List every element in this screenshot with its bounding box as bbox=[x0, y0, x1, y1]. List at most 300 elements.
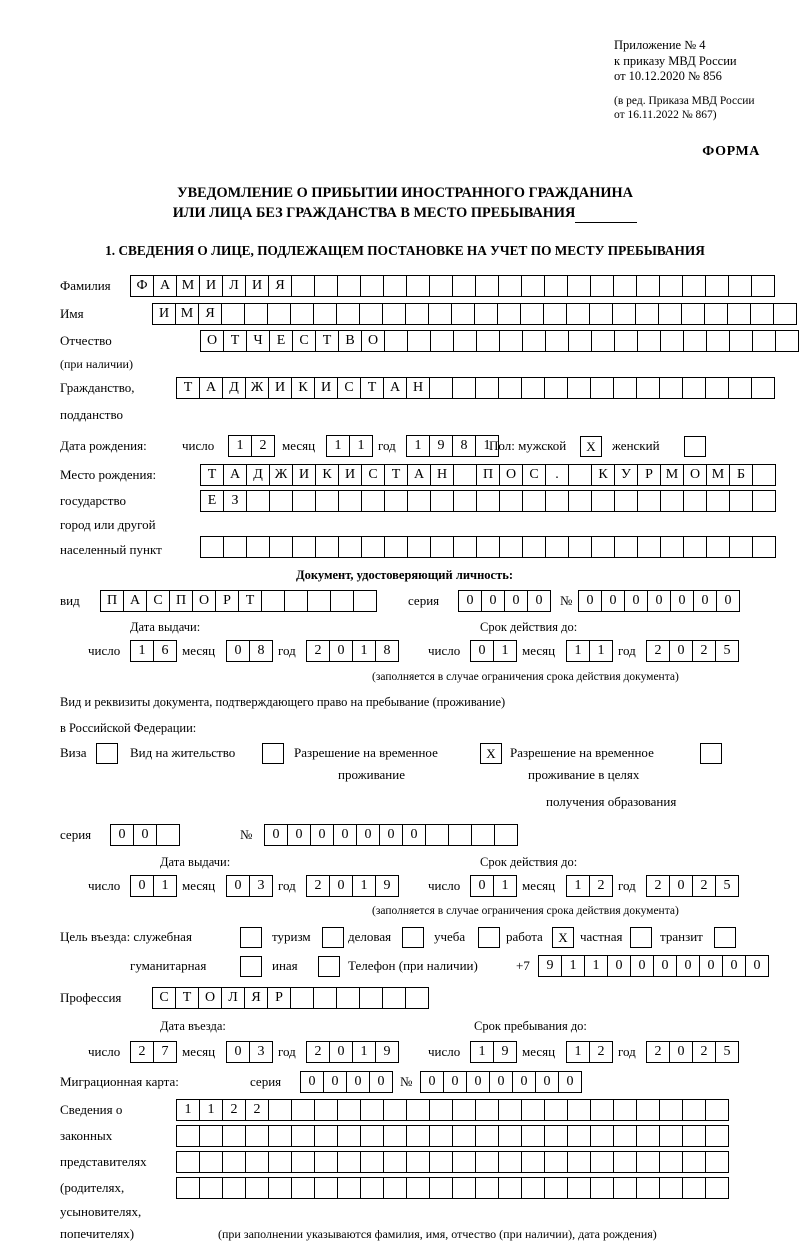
permit-number-cells[interactable] bbox=[264, 824, 517, 846]
char-cell[interactable] bbox=[543, 303, 567, 325]
char-cell[interactable]: 0 bbox=[226, 1041, 250, 1063]
char-cell[interactable] bbox=[222, 1125, 246, 1147]
name-cells[interactable] bbox=[152, 303, 796, 325]
char-cell[interactable]: Т bbox=[223, 330, 247, 352]
char-cell[interactable]: 0 bbox=[300, 1071, 324, 1093]
char-cell[interactable] bbox=[590, 275, 614, 297]
char-cell[interactable] bbox=[290, 987, 314, 1009]
checkbox-sex-male[interactable]: X bbox=[580, 436, 602, 457]
char-cell[interactable] bbox=[452, 1177, 476, 1199]
char-cell[interactable]: 0 bbox=[669, 875, 693, 897]
char-cell[interactable] bbox=[475, 1125, 499, 1147]
char-cell[interactable] bbox=[430, 536, 454, 558]
issue-day-cells[interactable] bbox=[130, 640, 176, 662]
char-cell[interactable]: 2 bbox=[589, 1041, 613, 1063]
char-cell[interactable] bbox=[337, 275, 361, 297]
char-cell[interactable]: Р bbox=[215, 590, 239, 612]
char-cell[interactable]: Я bbox=[244, 987, 268, 1009]
char-cell[interactable] bbox=[590, 1151, 614, 1173]
char-cell[interactable] bbox=[353, 590, 377, 612]
char-cell[interactable]: 1 bbox=[589, 640, 613, 662]
char-cell[interactable] bbox=[567, 1125, 591, 1147]
char-cell[interactable] bbox=[683, 490, 707, 512]
char-cell[interactable]: 0 bbox=[402, 824, 426, 846]
char-cell[interactable] bbox=[476, 536, 500, 558]
char-cell[interactable] bbox=[313, 987, 337, 1009]
char-cell[interactable]: 5 bbox=[715, 875, 739, 897]
char-cell[interactable] bbox=[522, 330, 546, 352]
permit-issue-year-cells[interactable] bbox=[306, 875, 398, 897]
char-cell[interactable]: С bbox=[146, 590, 170, 612]
char-cell[interactable]: 1 bbox=[352, 875, 376, 897]
char-cell[interactable]: 1 bbox=[352, 1041, 376, 1063]
char-cell[interactable] bbox=[407, 490, 431, 512]
entry-month-cells[interactable] bbox=[226, 1041, 272, 1063]
char-cell[interactable] bbox=[729, 490, 753, 512]
char-cell[interactable]: 2 bbox=[306, 640, 330, 662]
char-cell[interactable] bbox=[682, 377, 706, 399]
char-cell[interactable]: 0 bbox=[329, 1041, 353, 1063]
char-cell[interactable]: Т bbox=[360, 377, 384, 399]
char-cell[interactable] bbox=[337, 1151, 361, 1173]
char-cell[interactable] bbox=[361, 490, 385, 512]
char-cell[interactable]: М bbox=[176, 275, 200, 297]
char-cell[interactable]: 0 bbox=[676, 955, 700, 977]
char-cell[interactable]: 2 bbox=[646, 875, 670, 897]
char-cell[interactable] bbox=[268, 1125, 292, 1147]
char-cell[interactable] bbox=[176, 1125, 200, 1147]
char-cell[interactable]: Ж bbox=[245, 377, 269, 399]
char-cell[interactable]: 0 bbox=[481, 590, 505, 612]
char-cell[interactable] bbox=[612, 303, 636, 325]
char-cell[interactable] bbox=[590, 1177, 614, 1199]
char-cell[interactable]: 9 bbox=[493, 1041, 517, 1063]
char-cell[interactable]: 0 bbox=[470, 875, 494, 897]
char-cell[interactable] bbox=[544, 1151, 568, 1173]
char-cell[interactable]: Ф bbox=[130, 275, 154, 297]
birthplace-row2-cells[interactable] bbox=[200, 490, 775, 512]
char-cell[interactable] bbox=[728, 377, 752, 399]
char-cell[interactable] bbox=[683, 536, 707, 558]
char-cell[interactable] bbox=[660, 536, 684, 558]
char-cell[interactable]: 2 bbox=[646, 1041, 670, 1063]
char-cell[interactable] bbox=[383, 1125, 407, 1147]
birthplace-row3-cells[interactable] bbox=[200, 536, 775, 558]
char-cell[interactable]: 0 bbox=[470, 640, 494, 662]
char-cell[interactable] bbox=[268, 1099, 292, 1121]
legal-rep-row1-cells[interactable] bbox=[176, 1099, 728, 1121]
char-cell[interactable] bbox=[307, 590, 331, 612]
char-cell[interactable] bbox=[521, 377, 545, 399]
char-cell[interactable]: О bbox=[361, 330, 385, 352]
char-cell[interactable]: 5 bbox=[715, 1041, 739, 1063]
char-cell[interactable]: М bbox=[660, 464, 684, 486]
char-cell[interactable]: З bbox=[223, 490, 247, 512]
char-cell[interactable]: 2 bbox=[306, 1041, 330, 1063]
char-cell[interactable]: 6 bbox=[153, 640, 177, 662]
char-cell[interactable]: 1 bbox=[493, 875, 517, 897]
char-cell[interactable]: 9 bbox=[375, 1041, 399, 1063]
char-cell[interactable]: 1 bbox=[470, 1041, 494, 1063]
permit-issue-day-cells[interactable] bbox=[130, 875, 176, 897]
char-cell[interactable] bbox=[221, 303, 245, 325]
char-cell[interactable]: И bbox=[314, 377, 338, 399]
char-cell[interactable] bbox=[522, 490, 546, 512]
char-cell[interactable]: Р bbox=[637, 464, 661, 486]
checkbox-purpose-study[interactable] bbox=[478, 927, 500, 948]
entry-year-cells[interactable] bbox=[306, 1041, 398, 1063]
char-cell[interactable] bbox=[521, 1177, 545, 1199]
checkbox-purpose-other[interactable] bbox=[318, 956, 340, 977]
char-cell[interactable] bbox=[452, 1125, 476, 1147]
char-cell[interactable]: 0 bbox=[504, 590, 528, 612]
char-cell[interactable]: 8 bbox=[375, 640, 399, 662]
char-cell[interactable]: 0 bbox=[558, 1071, 582, 1093]
char-cell[interactable]: 2 bbox=[222, 1099, 246, 1121]
char-cell[interactable]: 1 bbox=[153, 875, 177, 897]
char-cell[interactable]: М bbox=[175, 303, 199, 325]
birthplace-row1-cells[interactable] bbox=[200, 464, 775, 486]
char-cell[interactable] bbox=[591, 490, 615, 512]
char-cell[interactable] bbox=[544, 1177, 568, 1199]
char-cell[interactable] bbox=[706, 536, 730, 558]
char-cell[interactable]: 0 bbox=[653, 955, 677, 977]
permit-valid-day-cells[interactable] bbox=[470, 875, 516, 897]
mig-number-cells[interactable] bbox=[420, 1071, 581, 1093]
char-cell[interactable]: 0 bbox=[333, 824, 357, 846]
char-cell[interactable] bbox=[706, 330, 730, 352]
char-cell[interactable] bbox=[475, 1177, 499, 1199]
char-cell[interactable]: А bbox=[123, 590, 147, 612]
char-cell[interactable]: Т bbox=[176, 377, 200, 399]
char-cell[interactable] bbox=[752, 464, 776, 486]
char-cell[interactable]: 1 bbox=[584, 955, 608, 977]
char-cell[interactable] bbox=[635, 303, 659, 325]
char-cell[interactable]: 1 bbox=[475, 435, 499, 457]
char-cell[interactable] bbox=[498, 1099, 522, 1121]
char-cell[interactable] bbox=[360, 1125, 384, 1147]
char-cell[interactable] bbox=[406, 1125, 430, 1147]
char-cell[interactable]: 0 bbox=[287, 824, 311, 846]
char-cell[interactable]: 0 bbox=[722, 955, 746, 977]
char-cell[interactable] bbox=[499, 536, 523, 558]
char-cell[interactable] bbox=[705, 1099, 729, 1121]
char-cell[interactable] bbox=[681, 303, 705, 325]
mig-series-cells[interactable] bbox=[300, 1071, 392, 1093]
char-cell[interactable] bbox=[405, 303, 429, 325]
char-cell[interactable] bbox=[406, 275, 430, 297]
char-cell[interactable]: 0 bbox=[369, 1071, 393, 1093]
char-cell[interactable]: 2 bbox=[130, 1041, 154, 1063]
permit-series-cells[interactable] bbox=[110, 824, 179, 846]
char-cell[interactable] bbox=[429, 1177, 453, 1199]
valid-day-cells[interactable] bbox=[470, 640, 516, 662]
char-cell[interactable] bbox=[406, 1151, 430, 1173]
char-cell[interactable]: 0 bbox=[693, 590, 717, 612]
char-cell[interactable]: Я bbox=[268, 275, 292, 297]
char-cell[interactable]: 0 bbox=[745, 955, 769, 977]
char-cell[interactable] bbox=[405, 987, 429, 1009]
char-cell[interactable] bbox=[659, 275, 683, 297]
char-cell[interactable]: 2 bbox=[646, 640, 670, 662]
char-cell[interactable] bbox=[314, 1177, 338, 1199]
valid-month-cells[interactable] bbox=[566, 640, 612, 662]
char-cell[interactable]: Т bbox=[238, 590, 262, 612]
char-cell[interactable]: 0 bbox=[329, 640, 353, 662]
char-cell[interactable] bbox=[614, 330, 638, 352]
char-cell[interactable]: Ж bbox=[269, 464, 293, 486]
char-cell[interactable] bbox=[360, 1177, 384, 1199]
char-cell[interactable]: 1 bbox=[566, 640, 590, 662]
checkbox-purpose-service[interactable] bbox=[240, 927, 262, 948]
char-cell[interactable] bbox=[384, 536, 408, 558]
stay-day-cells[interactable] bbox=[470, 1041, 516, 1063]
char-cell[interactable] bbox=[637, 536, 661, 558]
char-cell[interactable] bbox=[292, 490, 316, 512]
issue-month-cells[interactable] bbox=[226, 640, 272, 662]
char-cell[interactable] bbox=[452, 1099, 476, 1121]
char-cell[interactable]: 2 bbox=[589, 875, 613, 897]
char-cell[interactable]: К bbox=[591, 464, 615, 486]
char-cell[interactable]: 2 bbox=[692, 875, 716, 897]
char-cell[interactable] bbox=[567, 275, 591, 297]
char-cell[interactable]: М bbox=[706, 464, 730, 486]
char-cell[interactable] bbox=[682, 1151, 706, 1173]
char-cell[interactable] bbox=[705, 1177, 729, 1199]
char-cell[interactable] bbox=[544, 275, 568, 297]
char-cell[interactable] bbox=[314, 275, 338, 297]
checkbox-purpose-private[interactable] bbox=[630, 927, 652, 948]
char-cell[interactable]: Д bbox=[222, 377, 246, 399]
char-cell[interactable] bbox=[705, 1151, 729, 1173]
char-cell[interactable] bbox=[245, 1125, 269, 1147]
char-cell[interactable] bbox=[704, 303, 728, 325]
char-cell[interactable] bbox=[613, 1125, 637, 1147]
char-cell[interactable] bbox=[475, 1151, 499, 1173]
char-cell[interactable] bbox=[471, 824, 495, 846]
char-cell[interactable] bbox=[336, 987, 360, 1009]
char-cell[interactable] bbox=[613, 377, 637, 399]
char-cell[interactable]: Т bbox=[175, 987, 199, 1009]
char-cell[interactable] bbox=[682, 275, 706, 297]
checkbox-purpose-work[interactable]: X bbox=[552, 927, 574, 948]
char-cell[interactable]: 0 bbox=[489, 1071, 513, 1093]
char-cell[interactable]: 0 bbox=[670, 590, 694, 612]
char-cell[interactable] bbox=[176, 1177, 200, 1199]
char-cell[interactable]: А bbox=[199, 377, 223, 399]
char-cell[interactable]: С bbox=[292, 330, 316, 352]
checkbox-residence-permit[interactable] bbox=[262, 743, 284, 764]
char-cell[interactable]: 0 bbox=[379, 824, 403, 846]
char-cell[interactable] bbox=[453, 330, 477, 352]
char-cell[interactable]: С bbox=[152, 987, 176, 1009]
char-cell[interactable]: 0 bbox=[110, 824, 134, 846]
char-cell[interactable] bbox=[590, 1099, 614, 1121]
char-cell[interactable] bbox=[269, 490, 293, 512]
char-cell[interactable]: 1 bbox=[566, 875, 590, 897]
char-cell[interactable]: 0 bbox=[329, 875, 353, 897]
checkbox-sex-female[interactable] bbox=[684, 436, 706, 457]
char-cell[interactable] bbox=[291, 275, 315, 297]
char-cell[interactable] bbox=[360, 1151, 384, 1173]
char-cell[interactable] bbox=[361, 536, 385, 558]
birth-year-cells[interactable] bbox=[406, 435, 498, 457]
legal-rep-row2-cells[interactable] bbox=[176, 1125, 728, 1147]
char-cell[interactable] bbox=[636, 275, 660, 297]
char-cell[interactable]: 8 bbox=[452, 435, 476, 457]
char-cell[interactable]: 1 bbox=[326, 435, 350, 457]
char-cell[interactable]: Е bbox=[200, 490, 224, 512]
char-cell[interactable] bbox=[261, 590, 285, 612]
doc-series-cells[interactable] bbox=[458, 590, 550, 612]
char-cell[interactable] bbox=[453, 490, 477, 512]
char-cell[interactable] bbox=[728, 275, 752, 297]
char-cell[interactable] bbox=[475, 377, 499, 399]
char-cell[interactable] bbox=[613, 1151, 637, 1173]
char-cell[interactable] bbox=[729, 536, 753, 558]
char-cell[interactable]: 0 bbox=[601, 590, 625, 612]
char-cell[interactable]: 0 bbox=[346, 1071, 370, 1093]
char-cell[interactable]: С bbox=[361, 464, 385, 486]
char-cell[interactable] bbox=[452, 1151, 476, 1173]
char-cell[interactable] bbox=[284, 590, 308, 612]
char-cell[interactable] bbox=[291, 1125, 315, 1147]
checkbox-purpose-business[interactable] bbox=[402, 927, 424, 948]
char-cell[interactable]: 0 bbox=[716, 590, 740, 612]
char-cell[interactable]: 0 bbox=[130, 875, 154, 897]
char-cell[interactable] bbox=[613, 1099, 637, 1121]
checkbox-temp-residence[interactable]: X bbox=[480, 743, 502, 764]
char-cell[interactable] bbox=[497, 303, 521, 325]
char-cell[interactable] bbox=[522, 536, 546, 558]
checkbox-visa[interactable] bbox=[96, 743, 118, 764]
char-cell[interactable] bbox=[475, 1099, 499, 1121]
char-cell[interactable] bbox=[425, 824, 449, 846]
char-cell[interactable]: Д bbox=[246, 464, 270, 486]
char-cell[interactable] bbox=[245, 1177, 269, 1199]
char-cell[interactable] bbox=[682, 1125, 706, 1147]
char-cell[interactable] bbox=[314, 1151, 338, 1173]
char-cell[interactable] bbox=[337, 1177, 361, 1199]
char-cell[interactable] bbox=[682, 1177, 706, 1199]
char-cell[interactable] bbox=[498, 275, 522, 297]
char-cell[interactable]: Е bbox=[269, 330, 293, 352]
char-cell[interactable] bbox=[705, 1125, 729, 1147]
char-cell[interactable]: 0 bbox=[226, 640, 250, 662]
char-cell[interactable] bbox=[245, 1151, 269, 1173]
char-cell[interactable] bbox=[452, 275, 476, 297]
char-cell[interactable]: 1 bbox=[199, 1099, 223, 1121]
char-cell[interactable] bbox=[658, 303, 682, 325]
char-cell[interactable] bbox=[636, 1099, 660, 1121]
char-cell[interactable]: 8 bbox=[249, 640, 273, 662]
char-cell[interactable]: 0 bbox=[527, 590, 551, 612]
char-cell[interactable]: 0 bbox=[512, 1071, 536, 1093]
legal-rep-row4-cells[interactable] bbox=[176, 1177, 728, 1199]
char-cell[interactable]: 0 bbox=[699, 955, 723, 977]
char-cell[interactable]: О bbox=[198, 987, 222, 1009]
char-cell[interactable] bbox=[614, 536, 638, 558]
char-cell[interactable] bbox=[498, 1151, 522, 1173]
char-cell[interactable] bbox=[660, 490, 684, 512]
char-cell[interactable]: 0 bbox=[607, 955, 631, 977]
profession-cells[interactable] bbox=[152, 987, 428, 1009]
char-cell[interactable] bbox=[498, 377, 522, 399]
char-cell[interactable] bbox=[429, 1151, 453, 1173]
char-cell[interactable] bbox=[637, 330, 661, 352]
char-cell[interactable]: Н bbox=[430, 464, 454, 486]
char-cell[interactable] bbox=[313, 303, 337, 325]
char-cell[interactable] bbox=[156, 824, 180, 846]
char-cell[interactable] bbox=[176, 1151, 200, 1173]
char-cell[interactable] bbox=[407, 536, 431, 558]
char-cell[interactable] bbox=[452, 377, 476, 399]
char-cell[interactable] bbox=[244, 303, 268, 325]
char-cell[interactable] bbox=[775, 330, 799, 352]
char-cell[interactable] bbox=[589, 303, 613, 325]
permit-valid-year-cells[interactable] bbox=[646, 875, 738, 897]
char-cell[interactable] bbox=[383, 1177, 407, 1199]
char-cell[interactable] bbox=[383, 1151, 407, 1173]
doc-number-cells[interactable] bbox=[578, 590, 739, 612]
char-cell[interactable] bbox=[200, 536, 224, 558]
char-cell[interactable]: 0 bbox=[535, 1071, 559, 1093]
char-cell[interactable] bbox=[222, 1177, 246, 1199]
char-cell[interactable] bbox=[291, 1099, 315, 1121]
char-cell[interactable] bbox=[384, 490, 408, 512]
char-cell[interactable] bbox=[223, 536, 247, 558]
char-cell[interactable] bbox=[199, 1151, 223, 1173]
char-cell[interactable] bbox=[499, 330, 523, 352]
birth-day-cells[interactable] bbox=[228, 435, 274, 457]
char-cell[interactable] bbox=[359, 303, 383, 325]
char-cell[interactable]: 0 bbox=[356, 824, 380, 846]
char-cell[interactable]: И bbox=[268, 377, 292, 399]
char-cell[interactable] bbox=[429, 1125, 453, 1147]
char-cell[interactable]: 9 bbox=[375, 875, 399, 897]
char-cell[interactable]: П bbox=[476, 464, 500, 486]
char-cell[interactable] bbox=[453, 464, 477, 486]
citizenship-cells[interactable] bbox=[176, 377, 774, 399]
char-cell[interactable] bbox=[315, 536, 339, 558]
checkbox-purpose-transit[interactable] bbox=[714, 927, 736, 948]
char-cell[interactable]: Р bbox=[267, 987, 291, 1009]
char-cell[interactable] bbox=[222, 1151, 246, 1173]
char-cell[interactable]: О bbox=[200, 330, 224, 352]
char-cell[interactable] bbox=[750, 303, 774, 325]
char-cell[interactable]: 1 bbox=[349, 435, 373, 457]
checkbox-edu-residence[interactable] bbox=[700, 743, 722, 764]
char-cell[interactable] bbox=[430, 330, 454, 352]
permit-valid-month-cells[interactable] bbox=[566, 875, 612, 897]
char-cell[interactable] bbox=[338, 490, 362, 512]
char-cell[interactable] bbox=[314, 1125, 338, 1147]
char-cell[interactable] bbox=[453, 536, 477, 558]
char-cell[interactable]: С bbox=[337, 377, 361, 399]
char-cell[interactable] bbox=[451, 303, 475, 325]
char-cell[interactable] bbox=[636, 1151, 660, 1173]
char-cell[interactable]: П bbox=[169, 590, 193, 612]
char-cell[interactable] bbox=[330, 590, 354, 612]
char-cell[interactable] bbox=[268, 1177, 292, 1199]
char-cell[interactable] bbox=[360, 1099, 384, 1121]
char-cell[interactable]: 0 bbox=[264, 824, 288, 846]
char-cell[interactable] bbox=[567, 1151, 591, 1173]
char-cell[interactable] bbox=[568, 490, 592, 512]
char-cell[interactable]: 1 bbox=[228, 435, 252, 457]
entry-day-cells[interactable] bbox=[130, 1041, 176, 1063]
char-cell[interactable]: Л bbox=[221, 987, 245, 1009]
